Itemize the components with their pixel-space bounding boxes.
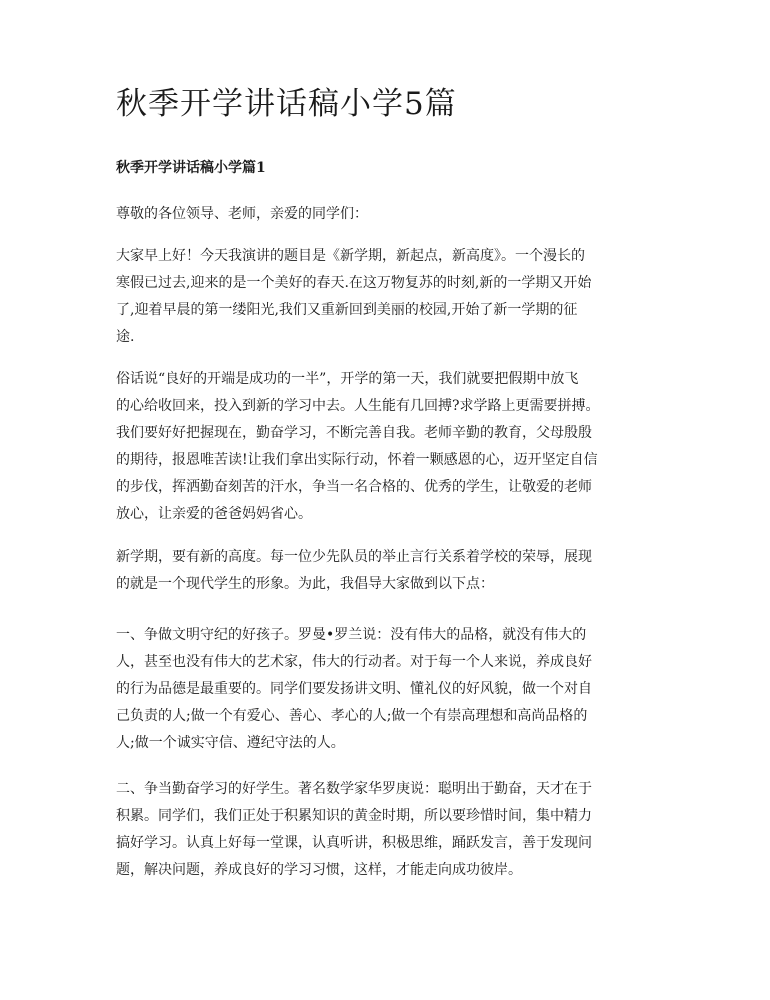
paragraph-point-two — [116, 776, 656, 884]
paragraph-line: 尊敬的各位领导、老师，亲爱的同学们： — [116, 206, 368, 222]
paragraph-greeting — [116, 243, 656, 351]
paragraph-line: 题，解决问题，养成良好的学习习惯，这样，才能走向成功彼岸。 — [116, 862, 522, 878]
paragraph-line: 己负责的人;做一个有爱心、善心、孝心的人;做一个有崇高理想和高尚品格的 — [116, 708, 588, 724]
paragraph-line: 积累。同学们，我们正处于积累知识的黄金时期，所以要珍惜时间，集中精力 — [116, 808, 592, 824]
paragraph-line: 的行为品德是最重要的。同学们要发扬讲文明、懂礼仪的好风貌，做一个对自 — [116, 681, 592, 697]
document-title: 秋季开学讲话稿小学5篇 — [116, 86, 457, 122]
paragraph-line: 放心，让亲爱的爸爸妈妈省心。 — [116, 506, 312, 522]
paragraph-line: 的心给收回来，投入到新的学习中去。人生能有几回搏?求学路上更需要拼搏。 — [116, 398, 600, 414]
paragraph-line: 二、争当勤奋学习的好学生。著名数学家华罗庚说：聪明出于勤奋，天才在于 — [116, 781, 592, 797]
paragraph-line: 新学期，要有新的高度。每一位少先队员的举止言行关系着学校的荣辱，展现 — [116, 549, 592, 565]
paragraph-line: 途. — [116, 329, 135, 345]
paragraph-line: 人;做一个诚实守信、遵纪守法的人。 — [116, 735, 345, 751]
paragraph-line: 搞好学习。认真上好每一堂课，认真听讲，积极思维，踊跃发言，善于发现问 — [116, 835, 592, 851]
paragraph-line: 俗话说“良好的开端是成功的一半”，开学的第一天，我们就要把假期中放飞 — [116, 371, 579, 387]
paragraph-point-one — [116, 622, 656, 757]
section-heading: 秋季开学讲话稿小学篇1 — [116, 160, 266, 176]
paragraph-line: 大家早上好！今天我演讲的题目是《新学期，新起点，新高度》。一个漫长的 — [116, 248, 585, 264]
paragraph-line: 了,迎着早晨的第一缕阳光,我们又重新回到美丽的校园,开始了新一学期的征 — [116, 302, 578, 318]
paragraph-good-start — [116, 366, 656, 528]
paragraph-line: 人，甚至也没有伟大的艺术家，伟大的行动者。对于每一个人来说，养成良好 — [116, 654, 592, 670]
paragraph-line: 我们要好好把握现在，勤奋学习，不断完善自我。老师辛勤的教育，父母殷殷 — [116, 425, 592, 441]
paragraph-new-height — [116, 544, 656, 598]
paragraph-line: 的就是一个现代学生的形象。为此，我倡导大家做到以下点： — [116, 576, 494, 592]
paragraph-line: 的期待，报恩唯苦读!让我们拿出实际行动，怀着一颗感恩的心，迈开坚定自信 — [116, 452, 598, 468]
paragraph-salutation — [116, 201, 656, 228]
paragraph-line: 寒假已过去,迎来的是一个美好的春天.在这万物复苏的时刻,新的一学期又开始 — [116, 275, 592, 291]
paragraph-line: 一、争做文明守纪的好孩子。罗曼•罗兰说：没有伟大的品格，就没有伟大的 — [116, 627, 587, 643]
paragraph-line: 的步伐，挥洒勤奋刻苦的汗水，争当一名合格的、优秀的学生，让敬爱的老师 — [116, 479, 592, 495]
